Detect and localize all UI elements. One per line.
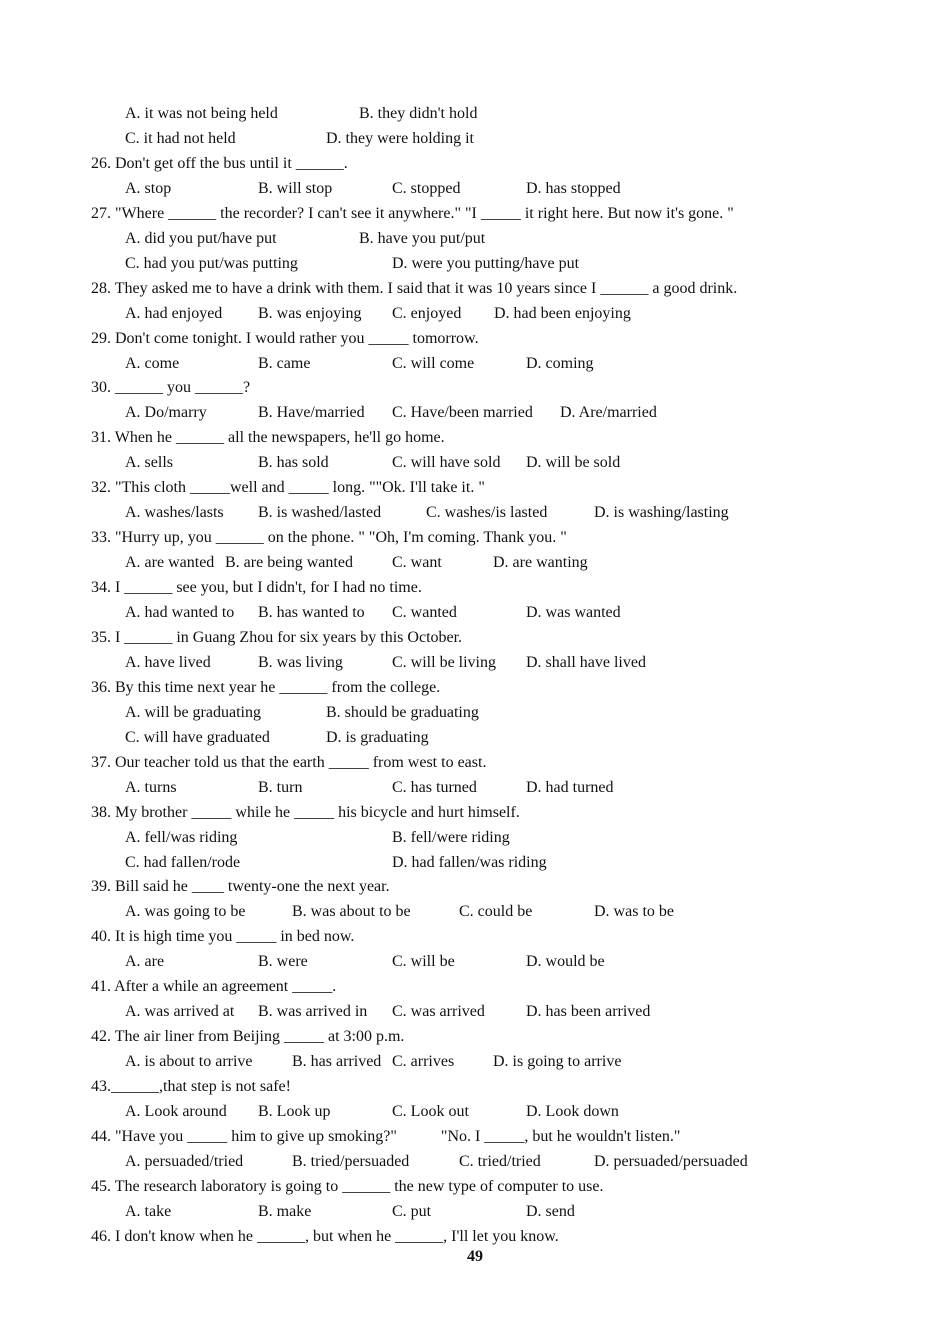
answer-option: B. has sold bbox=[258, 454, 329, 471]
answer-option: D. had turned bbox=[526, 779, 614, 796]
answer-option: A. did you put/have put bbox=[125, 230, 277, 247]
answer-option: C. will be bbox=[392, 953, 455, 970]
question-text: 28. They asked me to have a drink with them. I said that it was 10 years since I ______ a good drink. bbox=[91, 280, 738, 297]
answer-option: B. tried/persuaded bbox=[292, 1153, 410, 1170]
answer-option: A. had enjoyed bbox=[125, 305, 223, 322]
answer-option: A. it was not being held bbox=[125, 105, 278, 122]
answer-option: B. was arrived in bbox=[258, 1003, 368, 1020]
question-text: 36. By this time next year he ______ from the college. bbox=[91, 679, 441, 696]
answer-option: C. stopped bbox=[392, 180, 461, 197]
answer-option: D. shall have lived bbox=[526, 654, 646, 671]
question-text: 41. After a while an agreement _____. bbox=[91, 978, 337, 995]
answer-option: A. turns bbox=[125, 779, 177, 796]
question-text: 45. The research laboratory is going to ______ the new type of computer to use. bbox=[91, 1178, 604, 1195]
answer-option: D. was to be bbox=[594, 903, 674, 920]
question-text: 26. Don't get off the bus until it ______. bbox=[91, 155, 348, 172]
answer-option: D. persuaded/persuaded bbox=[594, 1153, 748, 1170]
answer-option: C. had you put/was putting bbox=[125, 255, 298, 272]
answer-option: D. had fallen/was riding bbox=[392, 854, 547, 871]
question-text: 33. "Hurry up, you ______ on the phone. " "Oh, I'm coming. Thank you. " bbox=[91, 529, 567, 546]
answer-option: C. arrives bbox=[392, 1053, 455, 1070]
answer-option: A. come bbox=[125, 355, 180, 372]
answer-option: B. turn bbox=[258, 779, 303, 796]
answer-option: B. will stop bbox=[258, 180, 333, 197]
answer-option: D. they were holding it bbox=[326, 130, 474, 147]
answer-option: B. make bbox=[258, 1203, 312, 1220]
question-text: 40. It is high time you _____ in bed now. bbox=[91, 928, 355, 945]
answer-option: B. Have/married bbox=[258, 404, 365, 421]
answer-option: B. should be graduating bbox=[326, 704, 479, 721]
answer-option: D. is graduating bbox=[326, 729, 429, 746]
answer-option: A. was going to be bbox=[125, 903, 246, 920]
question-text: 31. When he ______ all the newspapers, he'll go home. bbox=[91, 429, 445, 446]
answer-option: C. put bbox=[392, 1203, 432, 1220]
answer-option: C. will have graduated bbox=[125, 729, 270, 746]
answer-option: C. will have sold bbox=[392, 454, 501, 471]
answer-option: C. washes/is lasted bbox=[426, 504, 548, 521]
answer-option: C. was arrived bbox=[392, 1003, 485, 1020]
question-text: 42. The air liner from Beijing _____ at 3:00 p.m. bbox=[91, 1028, 405, 1045]
answer-option: B. fell/were riding bbox=[392, 829, 510, 846]
answer-option: D. are wanting bbox=[493, 554, 588, 571]
answer-option: A. have lived bbox=[125, 654, 211, 671]
answer-option: D. coming bbox=[526, 355, 594, 372]
answer-option: B. have you put/put bbox=[359, 230, 486, 247]
answer-option: D. had been enjoying bbox=[494, 305, 631, 322]
answer-option: A. is about to arrive bbox=[125, 1053, 253, 1070]
answer-option: C. enjoyed bbox=[392, 305, 462, 322]
question-text: 38. My brother _____ while he _____ his bicycle and hurt himself. bbox=[91, 804, 520, 821]
question-text: 34. I ______ see you, but I didn't, for I had no time. bbox=[91, 579, 422, 596]
answer-option: C. could be bbox=[459, 903, 533, 920]
question-text: 46. I don't know when he ______, but when he ______, I'll let you know. bbox=[91, 1228, 559, 1245]
answer-option: B. came bbox=[258, 355, 311, 372]
answer-option: B. has wanted to bbox=[258, 604, 365, 621]
answer-option: A. washes/lasts bbox=[125, 504, 224, 521]
answer-option: B. they didn't hold bbox=[359, 105, 478, 122]
answer-option: B. were bbox=[258, 953, 308, 970]
answer-option: A. are bbox=[125, 953, 165, 970]
answer-option: C. Look out bbox=[392, 1103, 469, 1120]
answer-option: B. was living bbox=[258, 654, 343, 671]
answer-option: C. will be living bbox=[392, 654, 496, 671]
answer-option: C. tried/tried bbox=[459, 1153, 541, 1170]
answer-option: D. is washing/lasting bbox=[594, 504, 729, 521]
question-text: 39. Bill said he ____ twenty-one the next year. bbox=[91, 878, 390, 895]
answer-option: A. had wanted to bbox=[125, 604, 235, 621]
question-text: 32. "This cloth _____well and _____ long. ""Ok. I'll take it. " bbox=[91, 479, 485, 496]
question-text: 27. "Where ______ the recorder? I can't see it anywhere." "I _____ it right here. But now it's gone. " bbox=[91, 205, 734, 222]
answer-option: D. is going to arrive bbox=[493, 1053, 622, 1070]
answer-option: A. are wanted bbox=[125, 554, 215, 571]
question-text: 43.______,that step is not safe! bbox=[91, 1078, 291, 1095]
answer-option: C. had fallen/rode bbox=[125, 854, 241, 871]
answer-option: D. was wanted bbox=[526, 604, 621, 621]
answer-option: D. Look down bbox=[526, 1103, 619, 1120]
answer-option: D. send bbox=[526, 1203, 575, 1220]
question-text: 30. ______ you ______? bbox=[91, 379, 251, 396]
answer-option: A. Look around bbox=[125, 1103, 227, 1120]
answer-option: A. stop bbox=[125, 180, 172, 197]
answer-option: B. has arrived bbox=[292, 1053, 382, 1070]
answer-option: B. Look up bbox=[258, 1103, 331, 1120]
answer-option: A. take bbox=[125, 1203, 172, 1220]
question-text: 44. "Have you _____ him to give up smoking?" "No. I _____, but he wouldn't listen." bbox=[91, 1128, 681, 1145]
answer-option: A. persuaded/tried bbox=[125, 1153, 244, 1170]
page-number: 49 bbox=[467, 1248, 483, 1265]
question-text: 35. I ______ in Guang Zhou for six years by this October. bbox=[91, 629, 463, 646]
answer-option: D. has stopped bbox=[526, 180, 621, 197]
answer-option: C. it had not held bbox=[125, 130, 236, 147]
answer-option: B. was about to be bbox=[292, 903, 411, 920]
question-text: 37. Our teacher told us that the earth _____ from west to east. bbox=[91, 754, 487, 771]
answer-option: D. Are/married bbox=[560, 404, 657, 421]
answer-option: D. will be sold bbox=[526, 454, 621, 471]
answer-option: A. will be graduating bbox=[125, 704, 261, 721]
question-text: 29. Don't come tonight. I would rather you _____ tomorrow. bbox=[91, 330, 479, 347]
answer-option: B. are being wanted bbox=[225, 554, 353, 571]
answer-option: D. were you putting/have put bbox=[392, 255, 580, 272]
answer-option: D. would be bbox=[526, 953, 605, 970]
answer-option: C. will come bbox=[392, 355, 475, 372]
answer-option: B. is washed/lasted bbox=[258, 504, 382, 521]
answer-option: C. want bbox=[392, 554, 442, 571]
answer-option: A. fell/was riding bbox=[125, 829, 238, 846]
answer-option: A. sells bbox=[125, 454, 173, 471]
answer-option: D. has been arrived bbox=[526, 1003, 651, 1020]
answer-option: B. was enjoying bbox=[258, 305, 362, 322]
answer-option: C. wanted bbox=[392, 604, 457, 621]
answer-option: C. Have/been married bbox=[392, 404, 533, 421]
answer-option: A. was arrived at bbox=[125, 1003, 235, 1020]
answer-option: A. Do/marry bbox=[125, 404, 207, 421]
answer-option: C. has turned bbox=[392, 779, 477, 796]
